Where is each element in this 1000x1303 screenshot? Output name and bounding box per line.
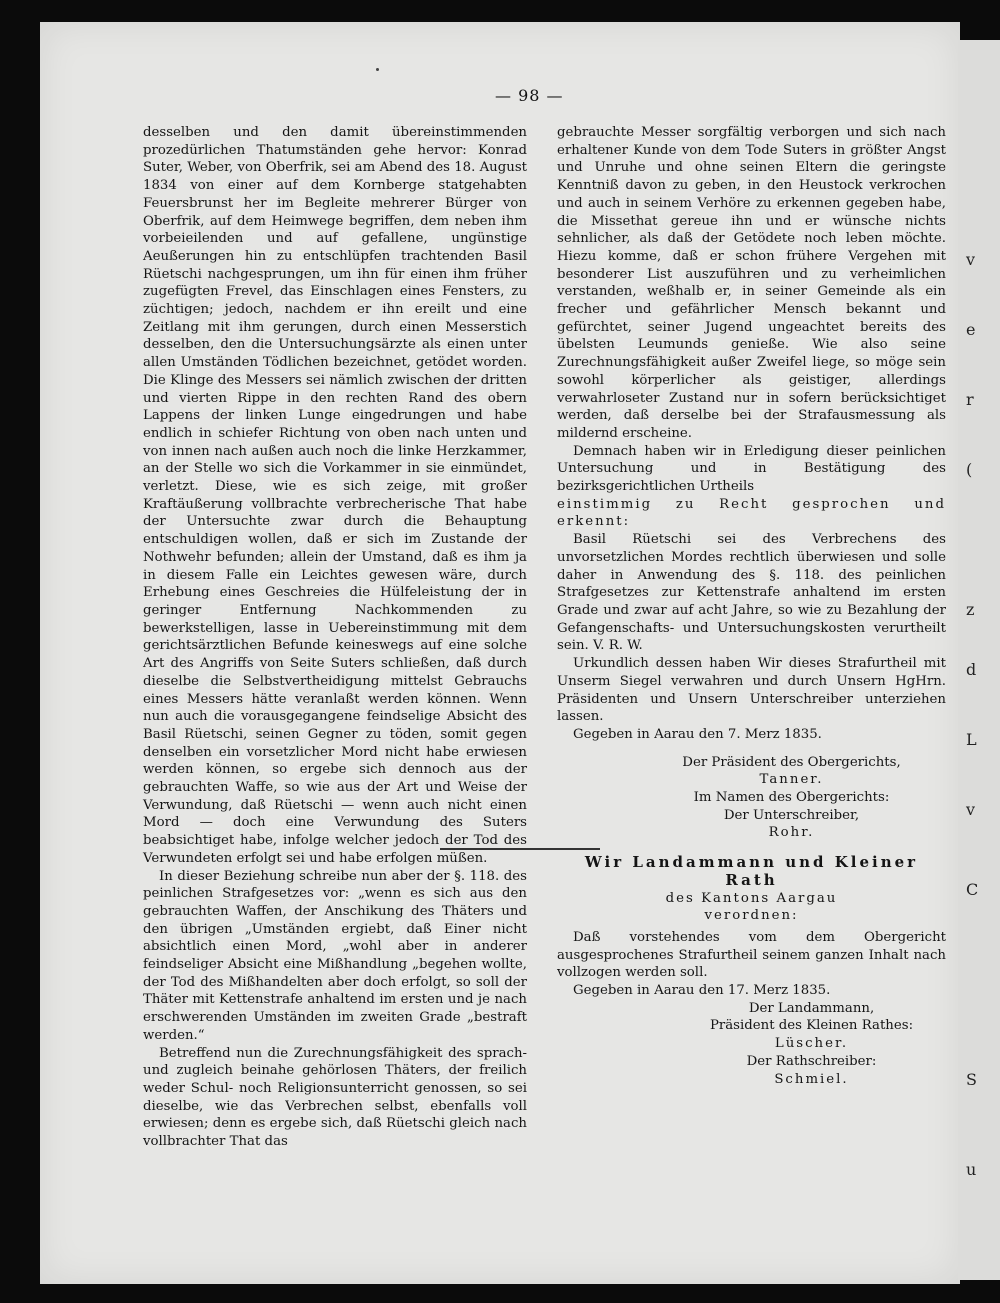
- edge-fragment: S: [966, 1070, 977, 1089]
- left-text-column: [143, 124, 527, 1151]
- paragraph: In dieser Beziehung schreibe nun aber der §. 118. des peinlichen Strafgesetzes vor: „wenn es sich aus den gebrauchten Waffen, der Anschikung des Thäters und den übrigen „Umständen ergiebt, daß Einer nicht absichtlich einen Mord, „wohl aber in anderer feindseliger Absicht eine Mißhandlung „begehen wollte, der Tod des Mißhandelten aber doch erfolgt, so soll der Thäter mit Kettenstrafe anhaltend im ersten und je nach erschwerenden Umständen im zweiten Grade „bestraft werden.“: [143, 868, 527, 1043]
- paragraph: Demnach haben wir in Erledigung dieser peinlichen Untersuchung und in Bestätigung des bezirksgerichtlichen Urtheils: [557, 443, 946, 495]
- decree-verb: verordnen:: [704, 908, 799, 924]
- edge-fragment: d: [966, 660, 977, 679]
- decree-heading: Wir Landammann und Kleiner Rath: [584, 853, 919, 889]
- paragraph: gebrauchte Messer sorgfältig verborgen und sich nach erhaltener Kunde von dem Tode Suters in größter Angst und Unruhe und ohne seinen Eltern die geringste Kenntniß davon zu geben, in den Heustock verkrochen und auch in seinem Verhöre zu erkennen gegeben habe, die Missethat gereue ihn und er wünsche nichts sehnlicher, als daß der Getödete noch leben möchte. Hiezu komme, daß er schon frühere Vergehen mit besonderer List auszuführen und zu verheimlichen verstanden, weßhalb er, in seiner Gemeinde als ein frecher und gefährlicher Mensch bekannt und gefürchtet, seiner Jugend ungeachtet bereits des übelsten Leumunds genieße. Wie also seine Zurechnungsfähigkeit außer Zweifel liege, so möge sein sowohl körperlicher als geistiger, allerdings verwahrloseter Zustand nur in sofern berücksichtiget werden, daß derselbe bei der Strafausmessung als mildernd erscheine.: [557, 125, 946, 441]
- right-text-column: [557, 124, 946, 1088]
- date-line: Gegeben in Aarau den 7. Merz 1835.: [573, 726, 822, 742]
- edge-fragment: v: [966, 800, 976, 819]
- paragraph: desselben und den damit übereinstimmenden prozedürlichen Thatumständen gehe hervor: Konrad Suter, Weber, von Oberfrik, sei am Abend des 18. August 1834 von einer auf dem Kornberge statgehabten Feuersbrunst her im Begleite mehrerer Bürger von Oberfrik, auf dem Heimwege begriffen, dem neben ihm vorbeieilenden und auf gefallene, ungünstige Aeußerungen hin zu entschlüpfen trachtenden Basil Rüetschi nachgesprungen, um ihn für einen ihm früher zugefügten Frevel, das Einschlagen eines Fensters, zu züchtigen; jedoch, nachdem er ihn ereilt und eine Zeitlang mit ihm gerungen, durch einen Messerstich desselben, den die Untersuchungsärzte als einen unter allen Umständen Tödlichen bezeichnet, getödet worden. Die Klinge des Messers sei nämlich zwischen der dritten und vierten Rippe in den rechten Rand des obern Lappens der linken Lunge eingedrungen und habe endlich in schiefer Richtung von oben nach unten und von innen nach außen auch noch die linke Herzkammer, an der Stelle wo sich die Vorkammer in sie einmündet, verletzt. Diese, wie es sich zeige, mit großer Kraftäußerung vollbrachte verbrecherische That habe der Untersuchte zwar durch die Behauptung entschuldigen wollen, daß er sich im Zustande der Nothwehr befunden; allein der Umstand, daß es ihm ja in diesem Falle ein Leichtes gewesen wäre, durch Erhebung eines Geschreies die Hülfeleistung der in geringer Entfernung Nachkommenden zu bewerkstelligen, lasse in Uebereinstimmung mit dem gerichtsärztlichen Befunde keineswegs auf eine solche Art des Angriffs von Seite Suters schließen, daß durch dieselbe die Selbstvertheidigung mittelst Gebrauchs eines Messers hätte veranlaßt werden können. Wenn nun auch die vorausgegangene feindselige Absicht des Basil Rüetschi, seinen Gegner zu töden, somit gegen denselben ein vorsetzlicher Mord nicht habe erwiesen werden können, so ergebe sich dennoch aus der gebrauchten Waffe, so wie aus der Art und Weise der Verwundung, daß Rüetschi — wenn auch nicht einen Mord — doch eine Verwundung des Suters beabsichtiget habe, infolge welcher jedoch der Tod des Verwundeten erfolgt sei und habe erfolgen müßen.: [143, 125, 527, 866]
- signature-title: Im Namen des Obergerichts:: [693, 790, 890, 806]
- verdict-heading: einstimmig zu Recht gesprochen und erkennt:: [557, 496, 946, 530]
- edge-fragment: L: [966, 730, 977, 749]
- signature-name: Schmiel.: [774, 1071, 849, 1087]
- edge-fragment: z: [966, 600, 975, 619]
- decree-text: Daß vorstehendes vom dem Obergericht ausgesprochenes Strafurtheil seinem ganzen Inhalt nach vollzogen werden soll.: [557, 929, 946, 981]
- ink-speck: [376, 68, 379, 71]
- signature-title: Der Landammann,: [748, 1000, 875, 1016]
- signature-subtitle: Der Unterschreiber,: [723, 807, 860, 823]
- signature-name: Lüscher.: [774, 1036, 849, 1052]
- section-divider: [440, 848, 600, 850]
- attestation: Urkundlich dessen haben Wir dieses Strafurtheil mit Unserm Siegel verwahren und durch Unsern HgHrn. Präsidenten und Unsern Unterschreiber unterziehen lassen.: [557, 656, 946, 725]
- adjacent-page-edge: [958, 40, 1000, 1280]
- edge-fragment: u: [966, 1160, 977, 1179]
- signature-subtitle: Präsident des Kleinen Rathes:: [709, 1018, 914, 1034]
- paragraph: Betreffend nun die Zurechnungsfähigkeit des sprach- und zugleich beinahe gehörlosen Thäters, der freilich weder Schul- noch Religionsunterricht genossen, so sei dieselbe, wie das Verbrechen selbst, ebenfalls voll erwiesen; denn es ergebe sich, daß Rüetschi gleich nach vollbrachter That das: [143, 1045, 527, 1150]
- edge-fragment: v: [966, 250, 976, 269]
- verdict-text: Basil Rüetschi sei des Verbrechens des unvorsetzlichen Mordes rechtlich überwiesen und solle daher in Anwendung des §. 118. des peinlichen Strafgesetzes zur Kettenstrafe anhaltend im ersten Grade und zwar auf acht Jahre, so wie zu Bezahlung der Gefangenschafts- und Untersuchungskosten verurtheilt sein. V. R. W.: [557, 532, 946, 654]
- page-number: — 98 —: [495, 86, 564, 105]
- signature-name: Tanner.: [759, 772, 824, 788]
- edge-fragment: (: [966, 460, 973, 479]
- signature-name: Rohr.: [768, 825, 815, 841]
- date-line: Gegeben in Aarau den 17. Merz 1835.: [573, 983, 831, 999]
- signature-title: Der Rathschreiber:: [746, 1053, 877, 1069]
- signature-title: Der Präsident des Obergerichts,: [682, 754, 901, 770]
- decree-subheading: des Kantons Aargau: [665, 890, 838, 906]
- edge-fragment: r: [966, 390, 974, 409]
- edge-fragment: e: [966, 320, 976, 339]
- edge-fragment: C: [966, 880, 979, 899]
